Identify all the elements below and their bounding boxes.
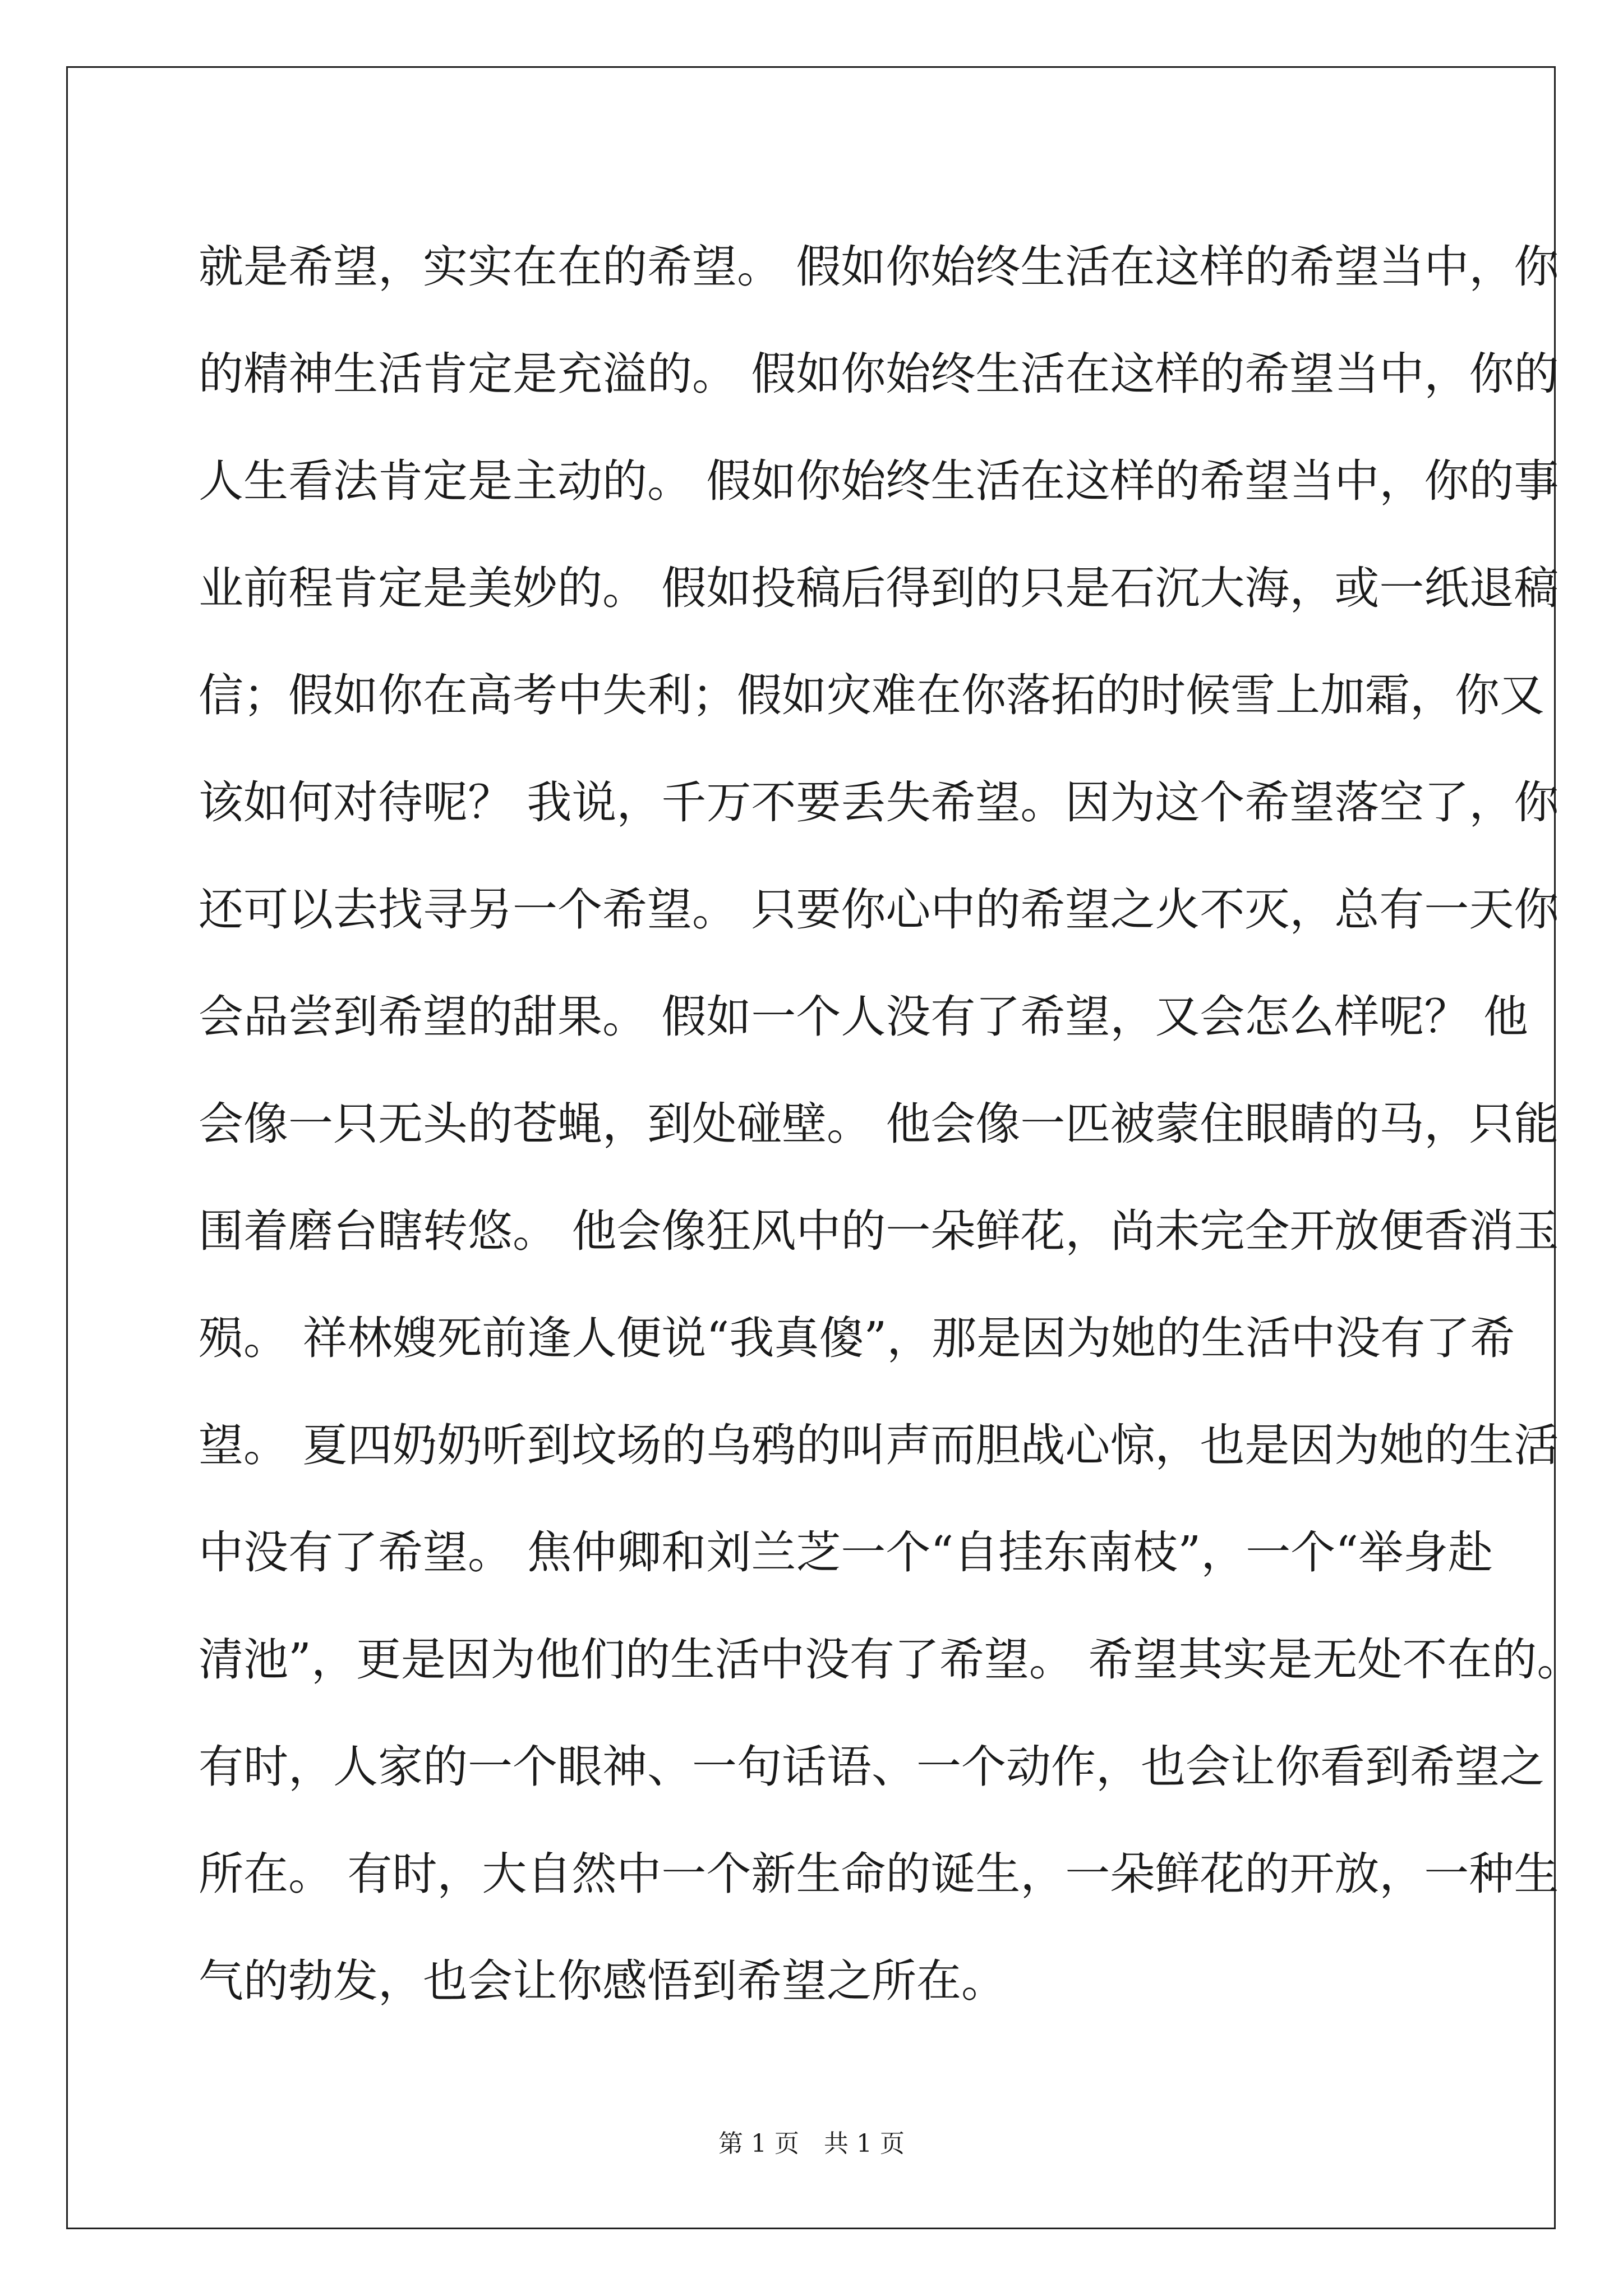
- text-line: 人生看法肯定是主动的。 假如你始终生活在这样的希望当中，你的事: [199, 455, 1559, 507]
- text-line: 会像一只无头的苍蝇，到处碰壁。 他会像一匹被蒙住眼睛的马，只能: [199, 1098, 1559, 1150]
- text-line: 业前程肯定是美妙的。 假如投稿后得到的只是石沉大海，或一纸退稿: [199, 562, 1559, 614]
- body-text: [199, 213, 1582, 2035]
- text-line: 的精神生活肯定是充溢的。 假如你始终生活在这样的希望当中，你的: [199, 348, 1559, 400]
- page-total: 共 1 页: [824, 2129, 905, 2158]
- text-line: 中没有了希望。 焦仲卿和刘兰芝一个“自挂东南枝”，一个“举身赴: [199, 1526, 1493, 1579]
- text-line: 该如何对待呢？ 我说，千万不要丢失希望。因为这个希望落空了，你: [199, 776, 1559, 829]
- text-line: 就是希望，实实在在的希望。 假如你始终生活在这样的希望当中，你: [199, 241, 1559, 293]
- text-line: 殒。 祥林嫂死前逢人便说“我真傻”，那是因为她的生活中没有了希: [199, 1312, 1515, 1364]
- text-line: 所在。 有时，大自然中一个新生命的诞生，一朵鲜花的开放，一种生: [199, 1848, 1559, 1900]
- text-line: 望。 夏四奶奶听到坟场的乌鸦的叫声而胆战心惊，也是因为她的生活: [199, 1419, 1559, 1471]
- page-footer: [0, 2127, 1623, 2161]
- text-line: 清池”，更是因为他们的生活中没有了希望。 希望其实是无处不在的。: [199, 1634, 1582, 1686]
- text-line: 信；假如你在高考中失利；假如灾难在你落拓的时候雪上加霜，你又: [199, 669, 1544, 721]
- page-number: 第 1 页: [718, 2129, 799, 2158]
- text-line: 会品尝到希望的甜果。 假如一个人没有了希望，又会怎么样呢？ 他: [199, 991, 1528, 1043]
- text-line: 还可以去找寻另一个希望。 只要你心中的希望之火不灭，总有一天你: [199, 884, 1559, 936]
- text-line: 围着磨台瞎转悠。 他会像狂风中的一朵鲜花，尚未完全开放便香消玉: [199, 1205, 1559, 1257]
- text-line: 气的勃发，也会让你感悟到希望之所在。: [199, 1955, 1006, 2007]
- text-line: 有时，人家的一个眼神、一句话语、一个动作，也会让你看到希望之: [199, 1741, 1544, 1793]
